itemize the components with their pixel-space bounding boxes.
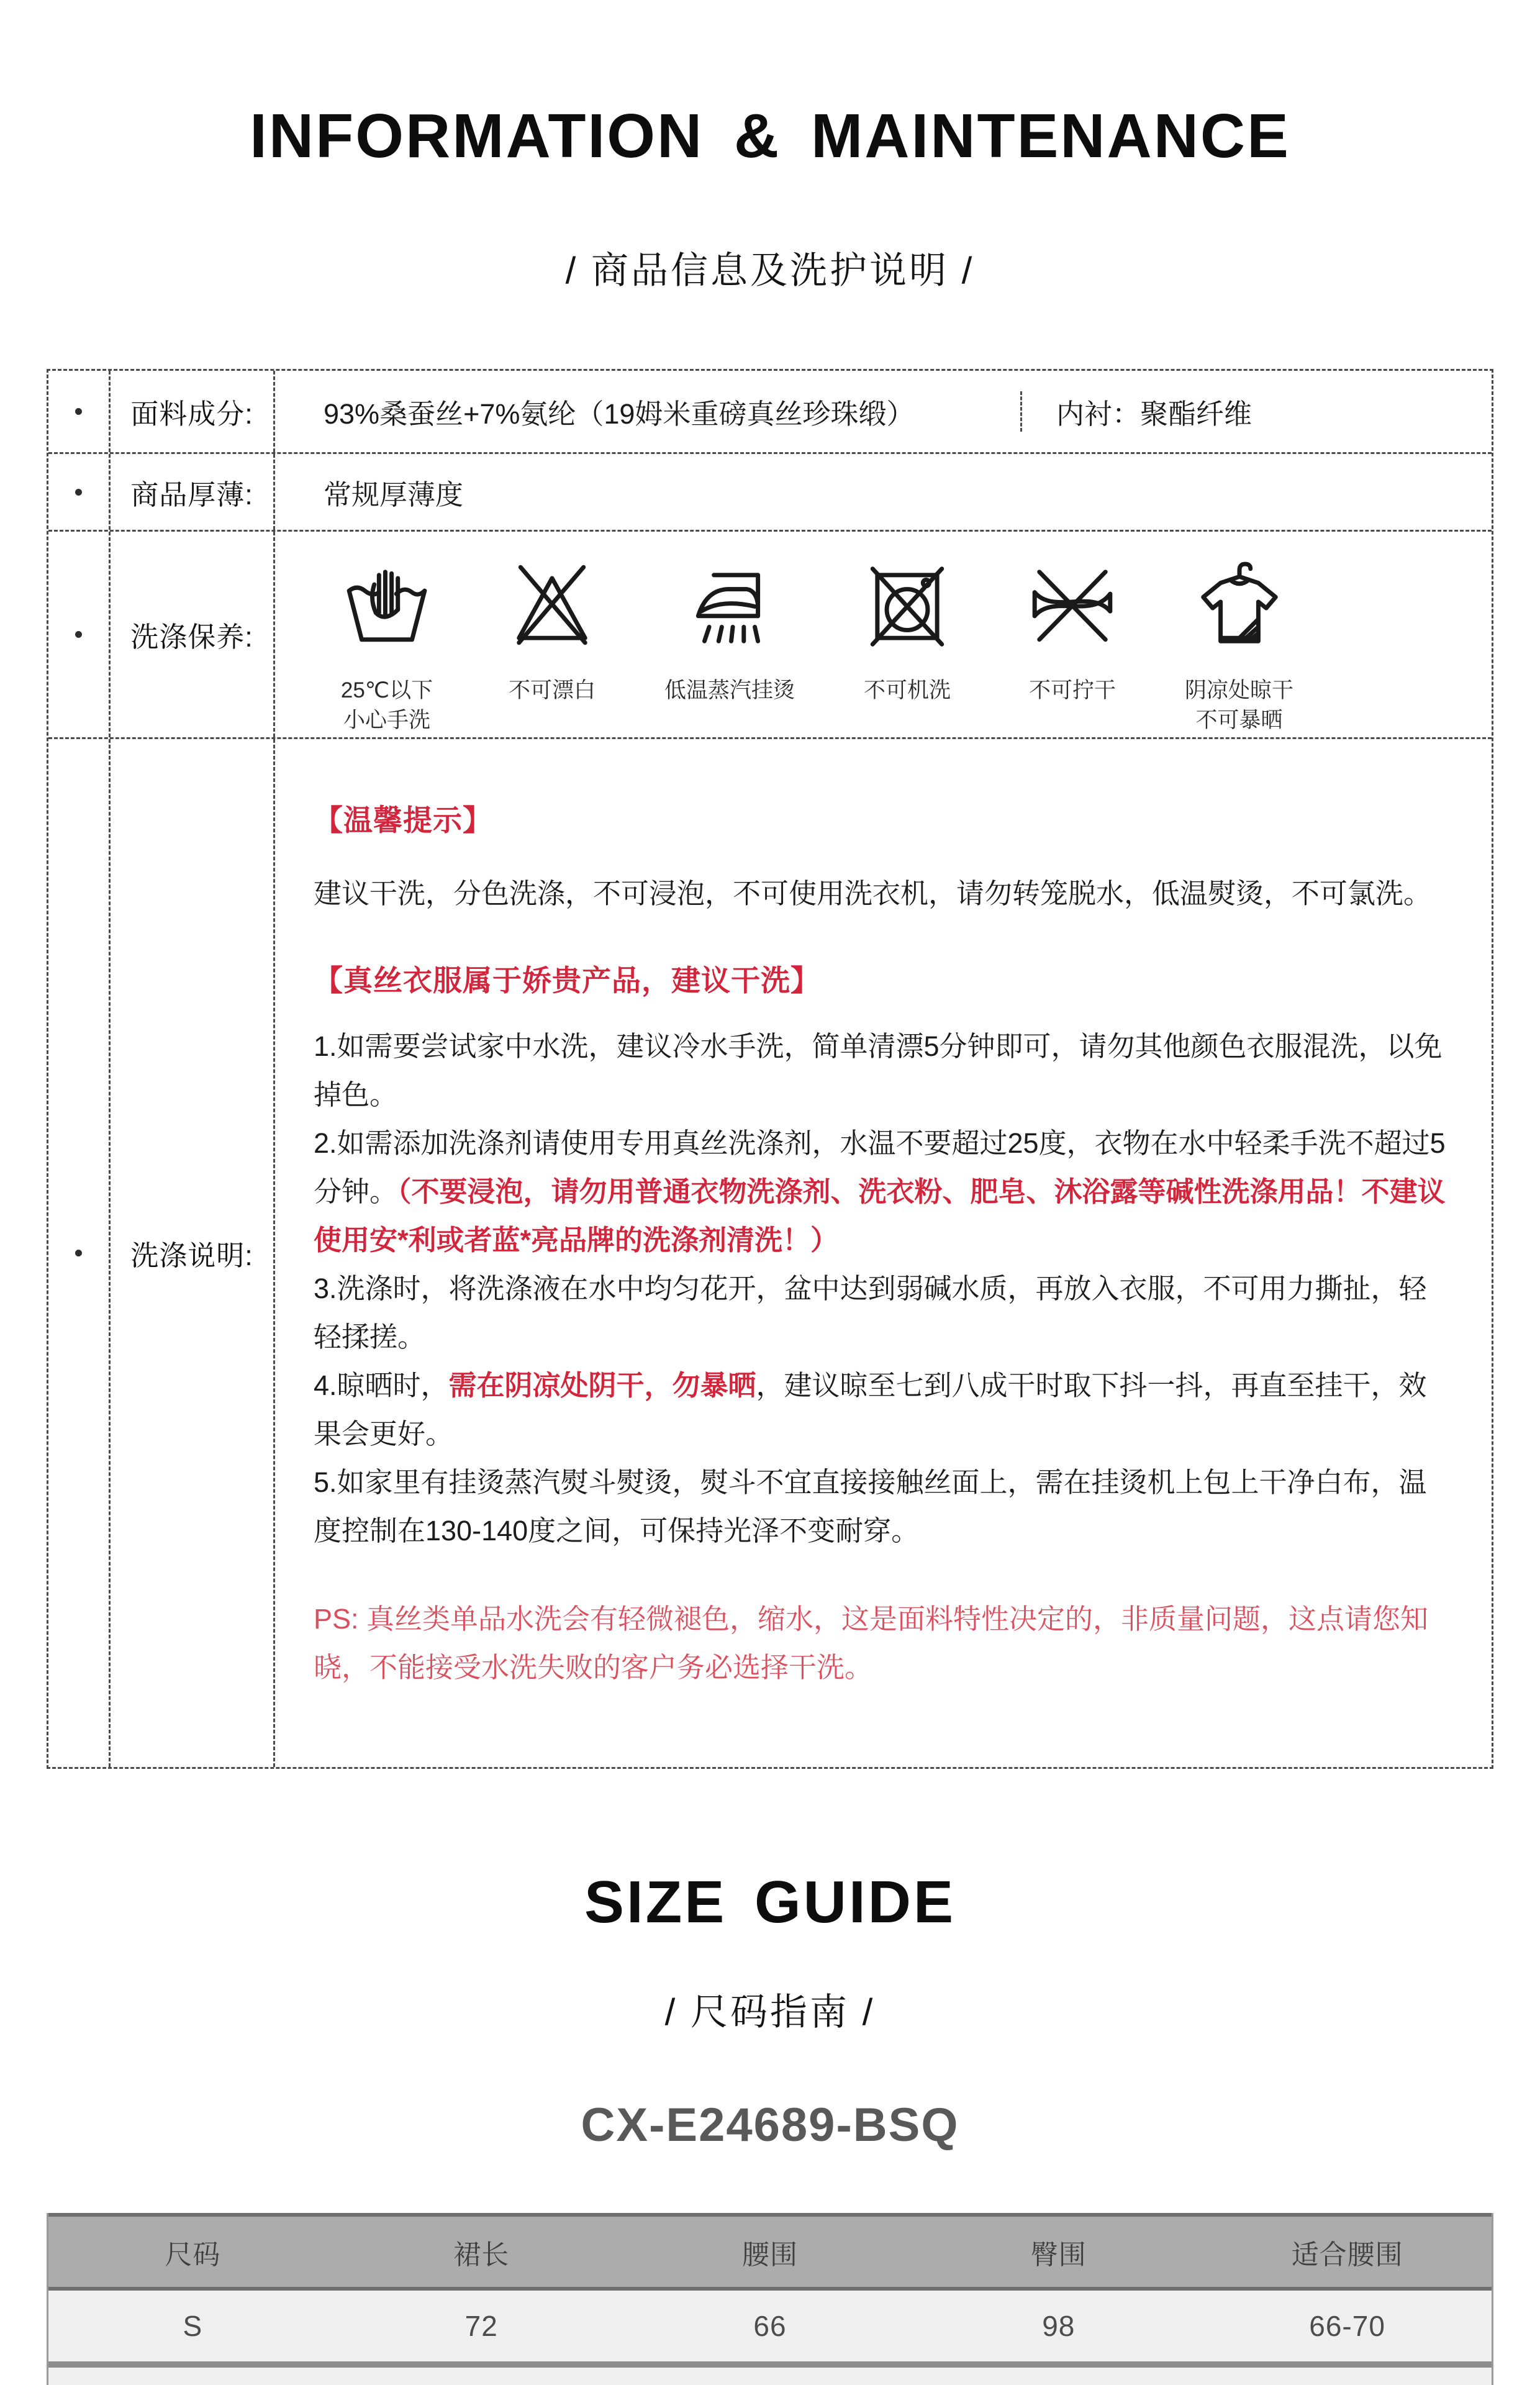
shade-dry-icon xyxy=(1192,558,1287,652)
lining-value: 内衬：聚酯纤维 xyxy=(1020,391,1492,432)
bullet-dot-icon xyxy=(75,1250,82,1256)
fabric-label: 面料成分: xyxy=(111,371,275,452)
care-step-5: 5.如家里有挂烫蒸汽熨斗熨烫，熨斗不宜直接接触丝面上，需在挂烫机上包上干净白布，温度控制在130-140度之间，可保持光泽不变耐穿。 xyxy=(314,1466,1427,1547)
table-row-fabric xyxy=(48,371,1492,454)
care-icon-caption xyxy=(509,676,596,706)
caption-line-2: 不可暴晒 xyxy=(1195,708,1283,732)
no-wring-icon xyxy=(1025,558,1120,652)
no-bleach-icon xyxy=(505,558,599,652)
size-table-row-divider xyxy=(48,2361,1492,2368)
caption-line-1: 不可机洗 xyxy=(864,678,951,702)
table-row-care-icons xyxy=(48,532,1492,739)
row-bullet xyxy=(48,454,111,530)
col-header-fit-waist: 适合腰围 xyxy=(1291,2239,1403,2270)
care-step-4-prefix: 4.晾晒时， xyxy=(314,1370,449,1401)
care-step-4-suffix: ，建议晾至七到八成干时取下抖一抖，再直至挂干，效果会更好。 xyxy=(314,1370,1427,1450)
hand-wash-icon xyxy=(340,558,434,652)
care-icons-label: 洗涤保养: xyxy=(111,532,275,737)
care-text-label: 洗涤说明: xyxy=(111,739,275,1767)
care-icon-shade-dry xyxy=(1185,558,1293,735)
caption-line-1: 不可拧干 xyxy=(1029,678,1116,702)
bullet-dot-icon xyxy=(75,489,82,496)
care-step-2-text: 2.如需添加洗涤剂请使用专用真丝洗涤剂，水温不要超过25度，衣物在水中轻柔手洗不超过5分钟。 xyxy=(314,1127,1446,1207)
care-icon-no-machine-wash xyxy=(854,558,960,706)
thickness-label: 商品厚薄: xyxy=(111,454,275,530)
care-step-3: 3.洗涤时，将洗涤液在水中均匀花开，盆中达到弱碱水质，再放入衣服，不可用力撕扯，轻轻揉搓。 xyxy=(314,1273,1427,1353)
care-icon-caption xyxy=(664,676,795,706)
care-icon-no-wring xyxy=(1020,558,1125,706)
cell-hip: 98 xyxy=(1042,2310,1076,2342)
col-header-hip: 臀围 xyxy=(1030,2239,1087,2270)
cell-fit-waist: 66-70 xyxy=(1309,2310,1385,2342)
thickness-value: 常规厚薄度 xyxy=(324,478,464,511)
caption-line-1: 低温蒸汽挂烫 xyxy=(664,678,795,702)
size-table xyxy=(47,2213,1493,2385)
fabric-value: 93%桑蚕丝+7%氨纶（19姆米重磅真丝珍珠缎） xyxy=(324,398,915,430)
tips-body: 建议干洗，分色洗涤，不可浸泡，不可使用洗衣机，请勿转笼脱水，低温熨烫，不可氯洗。 xyxy=(314,878,1432,909)
col-header-skirt-length: 裙长 xyxy=(453,2239,510,2270)
tips-title: 【温馨提示】 xyxy=(314,804,492,837)
care-icon-steam-iron xyxy=(664,558,795,706)
product-code: CX-E24689-BSQ xyxy=(581,2099,959,2151)
page-title: INFORMATION & MAINTENANCE xyxy=(250,101,1290,171)
caption-line-2: 小心手洗 xyxy=(343,708,430,732)
row-bullet xyxy=(48,371,111,452)
care-step-2 xyxy=(314,1119,1454,1265)
no-machine-wash-icon xyxy=(860,558,954,652)
bullet-dot-icon xyxy=(75,631,82,638)
fabric-content xyxy=(275,371,1492,452)
care-icon-caption xyxy=(1185,676,1293,735)
size-table-row-s xyxy=(48,2291,1492,2361)
care-icon-caption xyxy=(341,676,433,735)
size-table-partial-row xyxy=(48,2368,1492,2385)
caption-line-1: 阴凉处晾干 xyxy=(1185,678,1294,702)
care-icon-handwash xyxy=(334,558,440,735)
care-step-1: 1.如需要尝试家中水洗，建议冷水手洗，简单清漂5分钟即可，请勿其他颜色衣服混洗，以免掉色。 xyxy=(314,1030,1443,1111)
care-icon-caption xyxy=(864,676,951,706)
cell-skirt-length: 72 xyxy=(464,2310,498,2342)
row-bullet xyxy=(48,739,111,1767)
caption-line-1: 不可漂白 xyxy=(508,678,596,702)
cell-size: S xyxy=(183,2310,203,2342)
care-step-2-warning: （不要浸泡，请勿用普通衣物洗涤剂、洗衣粉、肥皂、沐浴露等碱性洗涤用品！不建议使用安*利或者蓝*亮品牌的洗涤剂清洗！） xyxy=(314,1176,1446,1256)
care-icons xyxy=(275,532,1492,737)
col-header-size: 尺码 xyxy=(165,2239,221,2270)
silk-warning-title: 【真丝衣服属于娇贵产品，建议干洗】 xyxy=(314,964,820,997)
col-header-waist: 腰围 xyxy=(741,2239,798,2270)
steam-iron-icon xyxy=(682,558,777,652)
table-row-care-text xyxy=(48,739,1492,1767)
cell-waist: 66 xyxy=(753,2310,787,2342)
bullet-dot-icon xyxy=(75,408,82,415)
care-step-4-warning: 需在阴凉处阴干，勿暴晒 xyxy=(448,1370,756,1401)
care-icon-caption xyxy=(1029,676,1116,706)
info-table xyxy=(47,369,1493,1769)
row-bullet xyxy=(48,532,111,737)
page-subtitle: / 商品信息及洗护说明 / xyxy=(565,250,975,291)
ps-note: PS: 真丝类单品水洗会有轻微褪色，缩水，这是面料特性决定的，非质量问题，这点请您知晓，不能接受水洗失败的客户务必选择干洗。 xyxy=(314,1603,1429,1683)
care-icon-no-bleach xyxy=(499,558,605,706)
size-guide-subtitle: / 尺码指南 / xyxy=(664,1991,876,2033)
size-table-header xyxy=(48,2213,1492,2291)
table-row-thickness xyxy=(48,454,1492,532)
care-instructions xyxy=(275,739,1492,1767)
caption-line-1: 25℃以下 xyxy=(340,678,433,702)
size-guide-title: SIZE GUIDE xyxy=(584,1869,956,1935)
care-step-4 xyxy=(314,1361,1454,1458)
